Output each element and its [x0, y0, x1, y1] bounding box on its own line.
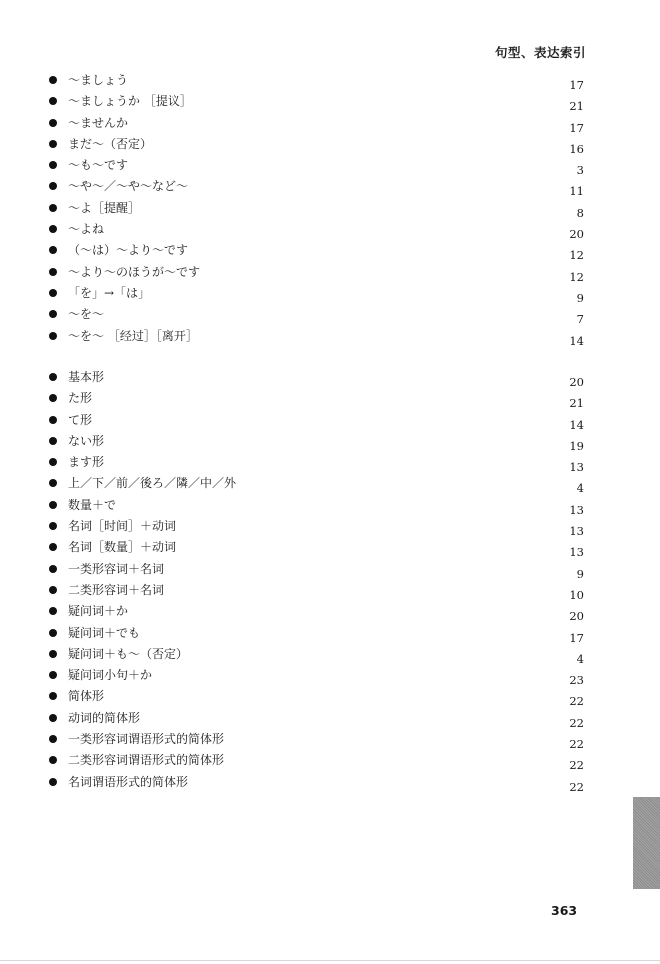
bullet-icon	[49, 76, 57, 84]
entry-page-ref: 20	[569, 609, 584, 624]
entry-text: ない形	[68, 433, 105, 448]
entry-page-ref: 17	[569, 120, 584, 135]
index-entry	[38, 473, 588, 494]
entry-text: ～を～ ［经过］［离开］	[68, 328, 198, 343]
bullet-icon	[49, 671, 57, 679]
entry-text: 一类形容词＋名词	[68, 561, 165, 576]
entry-page-ref: 14	[569, 417, 584, 432]
bullet-icon	[49, 373, 57, 381]
index-entry	[38, 388, 588, 409]
index-entry	[38, 410, 588, 431]
entry-text: 动词的简体形	[68, 710, 141, 725]
index-entry	[38, 219, 588, 240]
bullet-icon	[49, 501, 57, 509]
bullet-icon	[49, 268, 57, 276]
entry-page-ref: 22	[569, 779, 584, 794]
index-entry	[38, 750, 588, 771]
entry-text: ～ましょうか ［提议］	[68, 94, 192, 109]
bullet-icon	[49, 394, 57, 402]
entry-page-ref: 22	[569, 758, 584, 773]
entry-page-ref: 22	[569, 715, 584, 730]
entry-text: 名词谓语形式的简体形	[68, 774, 189, 789]
index-entry	[38, 665, 588, 686]
index-list-grammar-forms	[38, 367, 588, 793]
bullet-icon	[49, 650, 57, 658]
index-entry	[38, 262, 588, 283]
bullet-icon	[49, 586, 57, 594]
bullet-icon	[49, 522, 57, 530]
bullet-icon	[49, 565, 57, 573]
index-entry	[38, 155, 588, 176]
entry-page-ref: 8	[576, 205, 584, 220]
index-entry	[38, 326, 588, 347]
bullet-icon	[49, 119, 57, 127]
entry-page-ref: 21	[569, 396, 584, 411]
entry-page-ref: 12	[569, 248, 584, 263]
entry-page-ref: 21	[569, 99, 584, 114]
bullet-icon	[49, 437, 57, 445]
entry-page-ref: 7	[576, 312, 584, 327]
entry-text: ～ませんか	[68, 115, 129, 130]
entry-text: 基本形	[68, 370, 105, 384]
index-entry	[38, 240, 588, 261]
index-entry	[38, 516, 588, 537]
index-entry	[38, 198, 588, 219]
entry-page-ref: 19	[569, 438, 584, 453]
entry-text: ～より～のほうが～です	[68, 264, 201, 279]
index-entry	[38, 537, 588, 558]
bullet-icon	[49, 332, 57, 340]
bullet-icon	[49, 543, 57, 551]
index-entry	[38, 623, 588, 644]
entry-text: ～よ［提醒］	[68, 200, 141, 215]
entry-page-ref: 20	[569, 375, 584, 389]
bullet-icon	[49, 310, 57, 318]
index-entry	[38, 580, 588, 601]
bullet-icon	[49, 714, 57, 722]
entry-page-ref: 13	[569, 502, 584, 517]
bullet-icon	[49, 479, 57, 487]
bullet-icon	[49, 629, 57, 637]
index-entry	[38, 644, 588, 665]
entry-page-ref: 14	[569, 333, 584, 348]
entry-text: まだ～（否定）	[68, 136, 153, 151]
entry-page-ref: 9	[576, 566, 584, 581]
index-entry	[38, 601, 588, 622]
index-entry	[38, 452, 588, 473]
thumb-index-tab	[633, 797, 660, 889]
entry-page-ref: 17	[569, 630, 584, 645]
index-entry	[38, 495, 588, 516]
entry-text: （～は）～より～です	[68, 243, 189, 258]
index-entry	[38, 70, 588, 91]
entry-page-ref: 17	[569, 78, 584, 92]
index-list-expressions	[38, 70, 588, 347]
bullet-icon	[49, 416, 57, 424]
entry-page-ref: 13	[569, 524, 584, 539]
entry-page-ref: 16	[569, 141, 584, 156]
entry-text: た形	[68, 391, 93, 406]
entry-text: 二类形容词谓语形式的简体形	[68, 753, 225, 768]
entry-page-ref: 13	[569, 545, 584, 560]
entry-text: 一类形容词谓语形式的简体形	[68, 732, 225, 747]
index-entry	[38, 686, 588, 707]
index-entry	[38, 283, 588, 304]
index-entry	[38, 708, 588, 729]
index-entry	[38, 91, 588, 112]
entry-text: 「を」→「は」	[68, 285, 151, 300]
index-entry	[38, 431, 588, 452]
index-entry	[38, 772, 588, 793]
entry-text: て形	[68, 412, 93, 427]
entry-page-ref: 13	[569, 460, 584, 475]
entry-page-ref: 22	[569, 694, 584, 709]
bullet-icon	[49, 225, 57, 233]
index-entry	[38, 367, 588, 388]
bullet-icon	[49, 246, 57, 254]
bullet-icon	[49, 182, 57, 190]
entry-text: ます形	[68, 455, 105, 470]
entry-text: 二类形容词＋名词	[68, 582, 165, 597]
entry-text: 名词［时间］＋动词	[68, 519, 177, 534]
bullet-icon	[49, 289, 57, 297]
running-header: 句型、表达索引	[494, 45, 586, 60]
bullet-icon	[49, 692, 57, 700]
index-entry	[38, 304, 588, 325]
bullet-icon	[49, 204, 57, 212]
entry-page-ref: 12	[569, 269, 584, 284]
entry-text: 上／下／前／後ろ／隣／中／外	[68, 476, 237, 491]
page-edge-divider	[0, 960, 660, 961]
bullet-icon	[49, 735, 57, 743]
index-entry	[38, 559, 588, 580]
entry-page-ref: 23	[569, 673, 584, 688]
entry-page-ref: 22	[569, 737, 584, 752]
entry-page-ref: 4	[576, 651, 584, 666]
index-entry	[38, 176, 588, 197]
entry-text: 疑问词＋も～（否定）	[68, 646, 189, 661]
entry-text: ～を～	[68, 307, 105, 322]
entry-text: 疑问词小句＋か	[68, 668, 153, 683]
page-number: 363	[551, 903, 578, 918]
bullet-icon	[49, 97, 57, 105]
index-entry	[38, 134, 588, 155]
entry-page-ref: 11	[569, 184, 584, 199]
entry-text: 名词［数量］＋动词	[68, 540, 177, 555]
entry-text: 疑问词＋でも	[68, 625, 141, 640]
bullet-icon	[49, 756, 57, 764]
entry-text: ～や～／～や～など～	[68, 179, 189, 194]
entry-text: ～ましょう	[68, 73, 129, 87]
bullet-icon	[49, 161, 57, 169]
bullet-icon	[49, 458, 57, 466]
entry-page-ref: 4	[576, 481, 584, 496]
entry-text: 疑问词＋か	[68, 604, 129, 619]
entry-page-ref: 3	[576, 163, 584, 178]
entry-text: 数量＋で	[68, 497, 117, 512]
entry-page-ref: 9	[576, 290, 584, 305]
entry-page-ref: 20	[569, 227, 584, 242]
entry-text: ～よね	[68, 222, 105, 237]
entry-text: ～も～です	[68, 158, 129, 173]
bullet-icon	[49, 607, 57, 615]
entry-text: 简体形	[68, 689, 105, 704]
bullet-icon	[49, 140, 57, 148]
index-entry	[38, 729, 588, 750]
entry-page-ref: 10	[569, 587, 584, 602]
bullet-icon	[49, 778, 57, 786]
index-entry	[38, 113, 588, 134]
